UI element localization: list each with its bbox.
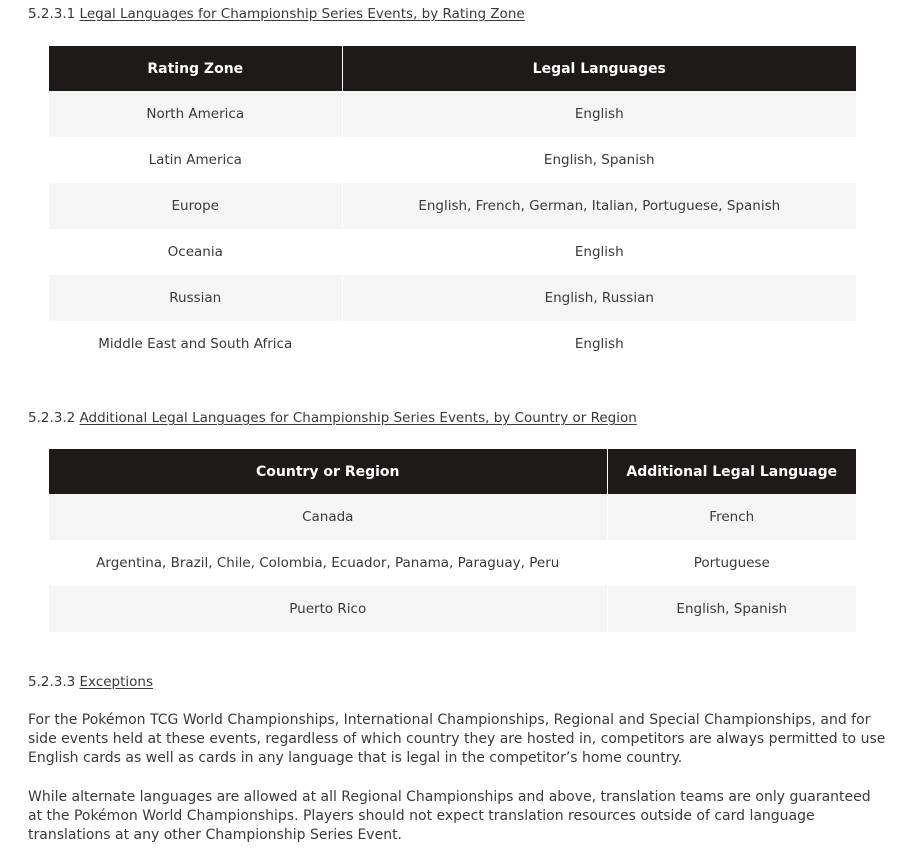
country-region-cell: Canada <box>49 494 607 540</box>
additional-language-cell: Portuguese <box>607 540 856 586</box>
country-region-table <box>49 449 856 632</box>
rating-zone-cell: North America <box>49 91 342 137</box>
column-header-country-or-region: Country or Region <box>49 449 607 494</box>
legal-languages-cell: English, Spanish <box>342 137 856 183</box>
section-heading-5-2-3-1 <box>28 6 525 22</box>
column-header-rating-zone: Rating Zone <box>49 46 342 91</box>
additional-language-cell: French <box>607 494 856 540</box>
table-row <box>49 586 856 632</box>
rating-zone-cell: Oceania <box>49 229 342 275</box>
section-heading-5-2-3-2 <box>28 410 637 426</box>
exceptions-paragraph: For the Pokémon TCG World Championships, International Championships, Regional and Special Championships, and for side events held at these events, regardless of which country they are hosted in, competitors are always permitted to use English cards as well as cards in any language that is legal in the competitor’s home country. <box>28 712 886 766</box>
table-row <box>49 137 856 183</box>
translation-paragraph: While alternate languages are allowed at all Regional Championships and above, translation teams are only guaranteed at the Pokémon World Championships. Players should not expect translation resources outside of card language translations at any other Championship Series Event. <box>28 789 871 843</box>
legal-languages-cell: English <box>342 91 856 137</box>
section-title-link[interactable]: Legal Languages for Championship Series Events, by Rating Zone <box>79 6 525 22</box>
legal-languages-cell: English <box>342 321 856 367</box>
table-row <box>49 540 856 586</box>
table-row <box>49 321 856 367</box>
rating-zone-cell: Middle East and South Africa <box>49 321 342 367</box>
legal-languages-cell: English, Russian <box>342 275 856 321</box>
table-row <box>49 183 856 229</box>
section-heading-5-2-3-3 <box>28 674 153 690</box>
rating-zone-cell: Russian <box>49 275 342 321</box>
table-row <box>49 229 856 275</box>
section-number: 5.2.3.2 <box>28 410 76 426</box>
table-header-row <box>49 46 856 91</box>
table-row <box>49 275 856 321</box>
legal-languages-cell: English <box>342 229 856 275</box>
section-number: 5.2.3.3 <box>28 674 76 690</box>
rating-zone-cell: Latin America <box>49 137 342 183</box>
column-header-additional-legal-language: Additional Legal Language <box>607 449 856 494</box>
rating-zone-table <box>49 46 856 367</box>
section-number: 5.2.3.1 <box>28 6 76 22</box>
section-title-link[interactable]: Additional Legal Languages for Championship Series Events, by Country or Region <box>79 410 637 426</box>
table-row <box>49 91 856 137</box>
column-header-legal-languages: Legal Languages <box>342 46 856 91</box>
section-title-link[interactable]: Exceptions <box>79 674 154 690</box>
table-row <box>49 494 856 540</box>
table-header-row <box>49 449 856 494</box>
rating-zone-cell: Europe <box>49 183 342 229</box>
country-region-cell: Argentina, Brazil, Chile, Colombia, Ecuador, Panama, Paraguay, Peru <box>49 540 607 586</box>
country-region-cell: Puerto Rico <box>49 586 607 632</box>
legal-languages-cell: English, French, German, Italian, Portuguese, Spanish <box>342 183 856 229</box>
additional-language-cell: English, Spanish <box>607 586 856 632</box>
